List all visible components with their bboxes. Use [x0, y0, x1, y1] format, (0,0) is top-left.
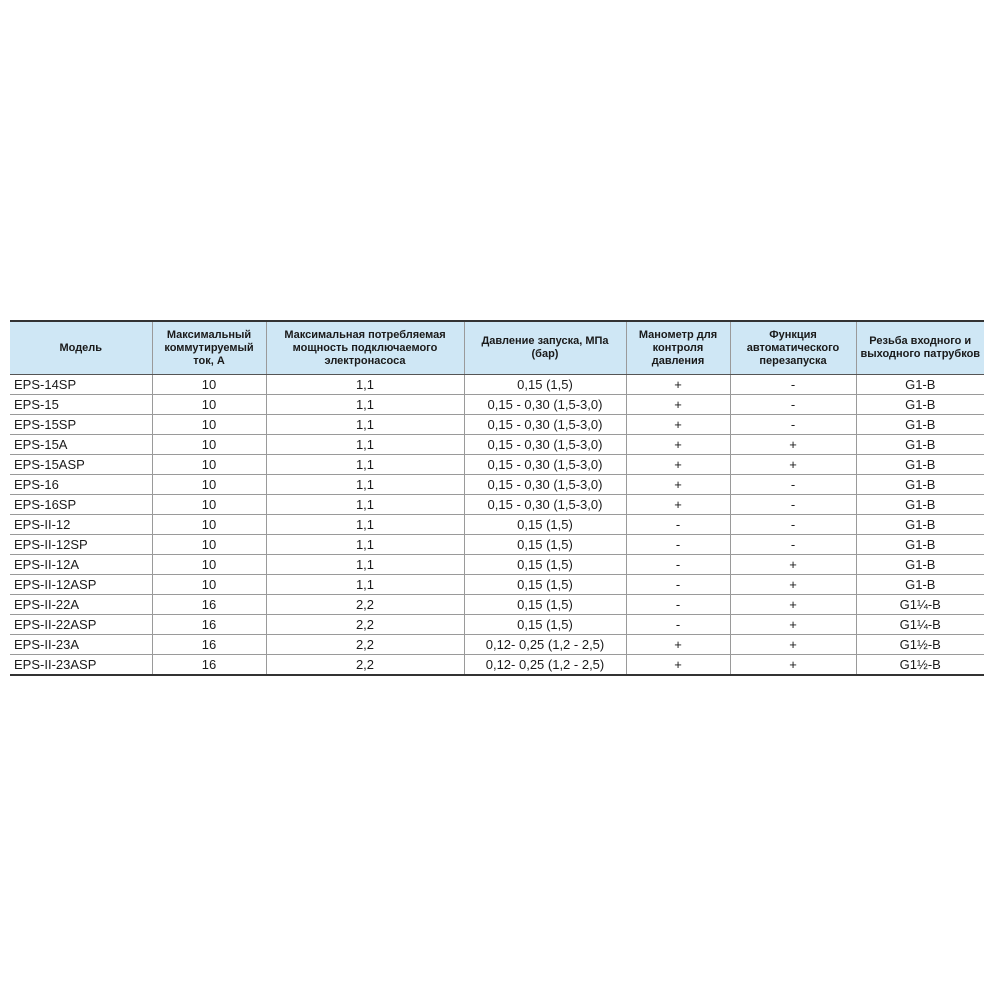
cell-manometer: -	[626, 555, 730, 575]
cell-max-current: 16	[152, 635, 266, 655]
cell-thread: G1-B	[856, 375, 984, 395]
cell-max-current: 10	[152, 555, 266, 575]
cell-start-pressure: 0,15 - 0,30 (1,5-3,0)	[464, 475, 626, 495]
cell-start-pressure: 0,12- 0,25 (1,2 - 2,5)	[464, 635, 626, 655]
cell-model: EPS-II-12	[10, 515, 152, 535]
cell-max-current: 16	[152, 595, 266, 615]
cell-model: EPS-II-12SP	[10, 535, 152, 555]
cell-model: EPS-15SP	[10, 415, 152, 435]
header-manometer: Манометр для контроля давления	[626, 322, 730, 375]
table-row	[10, 615, 984, 635]
cell-max-power: 1,1	[266, 415, 464, 435]
cell-thread: G1-B	[856, 515, 984, 535]
cell-manometer: +	[626, 395, 730, 415]
header-thread: Резьба входного и выходного патрубков	[856, 322, 984, 375]
cell-max-current: 10	[152, 395, 266, 415]
cell-thread: G1½-B	[856, 635, 984, 655]
cell-thread: G1-B	[856, 415, 984, 435]
cell-thread: G1¼-B	[856, 595, 984, 615]
cell-max-power: 2,2	[266, 635, 464, 655]
cell-max-current: 10	[152, 495, 266, 515]
cell-auto-restart: +	[730, 595, 856, 615]
cell-auto-restart: -	[730, 415, 856, 435]
cell-start-pressure: 0,15 (1,5)	[464, 555, 626, 575]
cell-max-current: 16	[152, 655, 266, 676]
cell-model: EPS-II-23ASP	[10, 655, 152, 676]
cell-start-pressure: 0,15 - 0,30 (1,5-3,0)	[464, 455, 626, 475]
cell-auto-restart: +	[730, 615, 856, 635]
cell-max-current: 10	[152, 535, 266, 555]
spec-table-container	[10, 320, 984, 676]
cell-max-power: 1,1	[266, 475, 464, 495]
cell-manometer: +	[626, 435, 730, 455]
cell-start-pressure: 0,15 (1,5)	[464, 615, 626, 635]
table-row	[10, 575, 984, 595]
cell-thread: G1¼-B	[856, 615, 984, 635]
table-row	[10, 655, 984, 676]
cell-model: EPS-15	[10, 395, 152, 415]
cell-model: EPS-14SP	[10, 375, 152, 395]
cell-model: EPS-II-22ASP	[10, 615, 152, 635]
cell-max-current: 10	[152, 575, 266, 595]
cell-auto-restart: -	[730, 515, 856, 535]
cell-manometer: +	[626, 375, 730, 395]
cell-manometer: +	[626, 455, 730, 475]
table-row	[10, 415, 984, 435]
cell-manometer: +	[626, 475, 730, 495]
table-row	[10, 475, 984, 495]
table-header-row	[10, 322, 984, 375]
table-row	[10, 455, 984, 475]
cell-auto-restart: -	[730, 375, 856, 395]
header-auto-restart: Функция автоматического перезапуска	[730, 322, 856, 375]
cell-max-power: 1,1	[266, 555, 464, 575]
cell-max-power: 1,1	[266, 535, 464, 555]
cell-model: EPS-II-12A	[10, 555, 152, 575]
header-start-pressure: Давление запуска, МПа (бар)	[464, 322, 626, 375]
cell-model: EPS-15ASP	[10, 455, 152, 475]
cell-thread: G1-B	[856, 495, 984, 515]
cell-manometer: +	[626, 495, 730, 515]
cell-auto-restart: +	[730, 635, 856, 655]
cell-start-pressure: 0,15 (1,5)	[464, 375, 626, 395]
cell-start-pressure: 0,15 (1,5)	[464, 595, 626, 615]
cell-auto-restart: +	[730, 575, 856, 595]
cell-start-pressure: 0,15 (1,5)	[464, 515, 626, 535]
cell-thread: G1-B	[856, 575, 984, 595]
cell-start-pressure: 0,15 - 0,30 (1,5-3,0)	[464, 415, 626, 435]
cell-auto-restart: -	[730, 535, 856, 555]
cell-model: EPS-II-23A	[10, 635, 152, 655]
cell-start-pressure: 0,15 - 0,30 (1,5-3,0)	[464, 495, 626, 515]
table-row	[10, 395, 984, 415]
cell-model: EPS-II-22A	[10, 595, 152, 615]
cell-thread: G1-B	[856, 395, 984, 415]
cell-auto-restart: -	[730, 475, 856, 495]
cell-thread: G1½-B	[856, 655, 984, 676]
table-body	[10, 375, 984, 676]
table-row	[10, 495, 984, 515]
table-row	[10, 635, 984, 655]
cell-manometer: -	[626, 615, 730, 635]
cell-auto-restart: +	[730, 555, 856, 575]
cell-model: EPS-16	[10, 475, 152, 495]
cell-max-power: 1,1	[266, 575, 464, 595]
cell-manometer: -	[626, 535, 730, 555]
cell-max-current: 10	[152, 515, 266, 535]
cell-manometer: -	[626, 575, 730, 595]
cell-start-pressure: 0,12- 0,25 (1,2 - 2,5)	[464, 655, 626, 676]
cell-thread: G1-B	[856, 475, 984, 495]
cell-max-power: 2,2	[266, 655, 464, 676]
cell-start-pressure: 0,15 - 0,30 (1,5-3,0)	[464, 435, 626, 455]
cell-auto-restart: -	[730, 395, 856, 415]
cell-thread: G1-B	[856, 535, 984, 555]
header-model: Модель	[10, 322, 152, 375]
cell-max-power: 1,1	[266, 435, 464, 455]
cell-model: EPS-16SP	[10, 495, 152, 515]
cell-auto-restart: +	[730, 455, 856, 475]
cell-max-power: 2,2	[266, 615, 464, 635]
cell-manometer: -	[626, 515, 730, 535]
cell-max-power: 1,1	[266, 375, 464, 395]
cell-auto-restart: +	[730, 435, 856, 455]
header-max-current: Максимальный коммутируемый ток, А	[152, 322, 266, 375]
cell-thread: G1-B	[856, 555, 984, 575]
cell-model: EPS-II-12ASP	[10, 575, 152, 595]
cell-max-power: 1,1	[266, 515, 464, 535]
cell-auto-restart: +	[730, 655, 856, 676]
cell-manometer: +	[626, 415, 730, 435]
cell-start-pressure: 0,15 (1,5)	[464, 535, 626, 555]
cell-max-current: 16	[152, 615, 266, 635]
cell-start-pressure: 0,15 - 0,30 (1,5-3,0)	[464, 395, 626, 415]
cell-max-current: 10	[152, 375, 266, 395]
table-row	[10, 435, 984, 455]
table-row	[10, 595, 984, 615]
cell-max-current: 10	[152, 435, 266, 455]
header-max-power: Максимальная потребляемая мощность подключаемого электронасоса	[266, 322, 464, 375]
table-row	[10, 555, 984, 575]
cell-model: EPS-15A	[10, 435, 152, 455]
cell-max-power: 1,1	[266, 495, 464, 515]
cell-max-current: 10	[152, 475, 266, 495]
cell-manometer: -	[626, 595, 730, 615]
cell-max-power: 1,1	[266, 395, 464, 415]
table-row	[10, 375, 984, 395]
cell-auto-restart: -	[730, 495, 856, 515]
cell-max-current: 10	[152, 455, 266, 475]
table-row	[10, 515, 984, 535]
cell-max-current: 10	[152, 415, 266, 435]
cell-start-pressure: 0,15 (1,5)	[464, 575, 626, 595]
spec-table	[10, 322, 984, 676]
cell-max-power: 2,2	[266, 595, 464, 615]
cell-manometer: +	[626, 655, 730, 676]
cell-thread: G1-B	[856, 435, 984, 455]
table-row	[10, 535, 984, 555]
cell-thread: G1-B	[856, 455, 984, 475]
cell-manometer: +	[626, 635, 730, 655]
cell-max-power: 1,1	[266, 455, 464, 475]
